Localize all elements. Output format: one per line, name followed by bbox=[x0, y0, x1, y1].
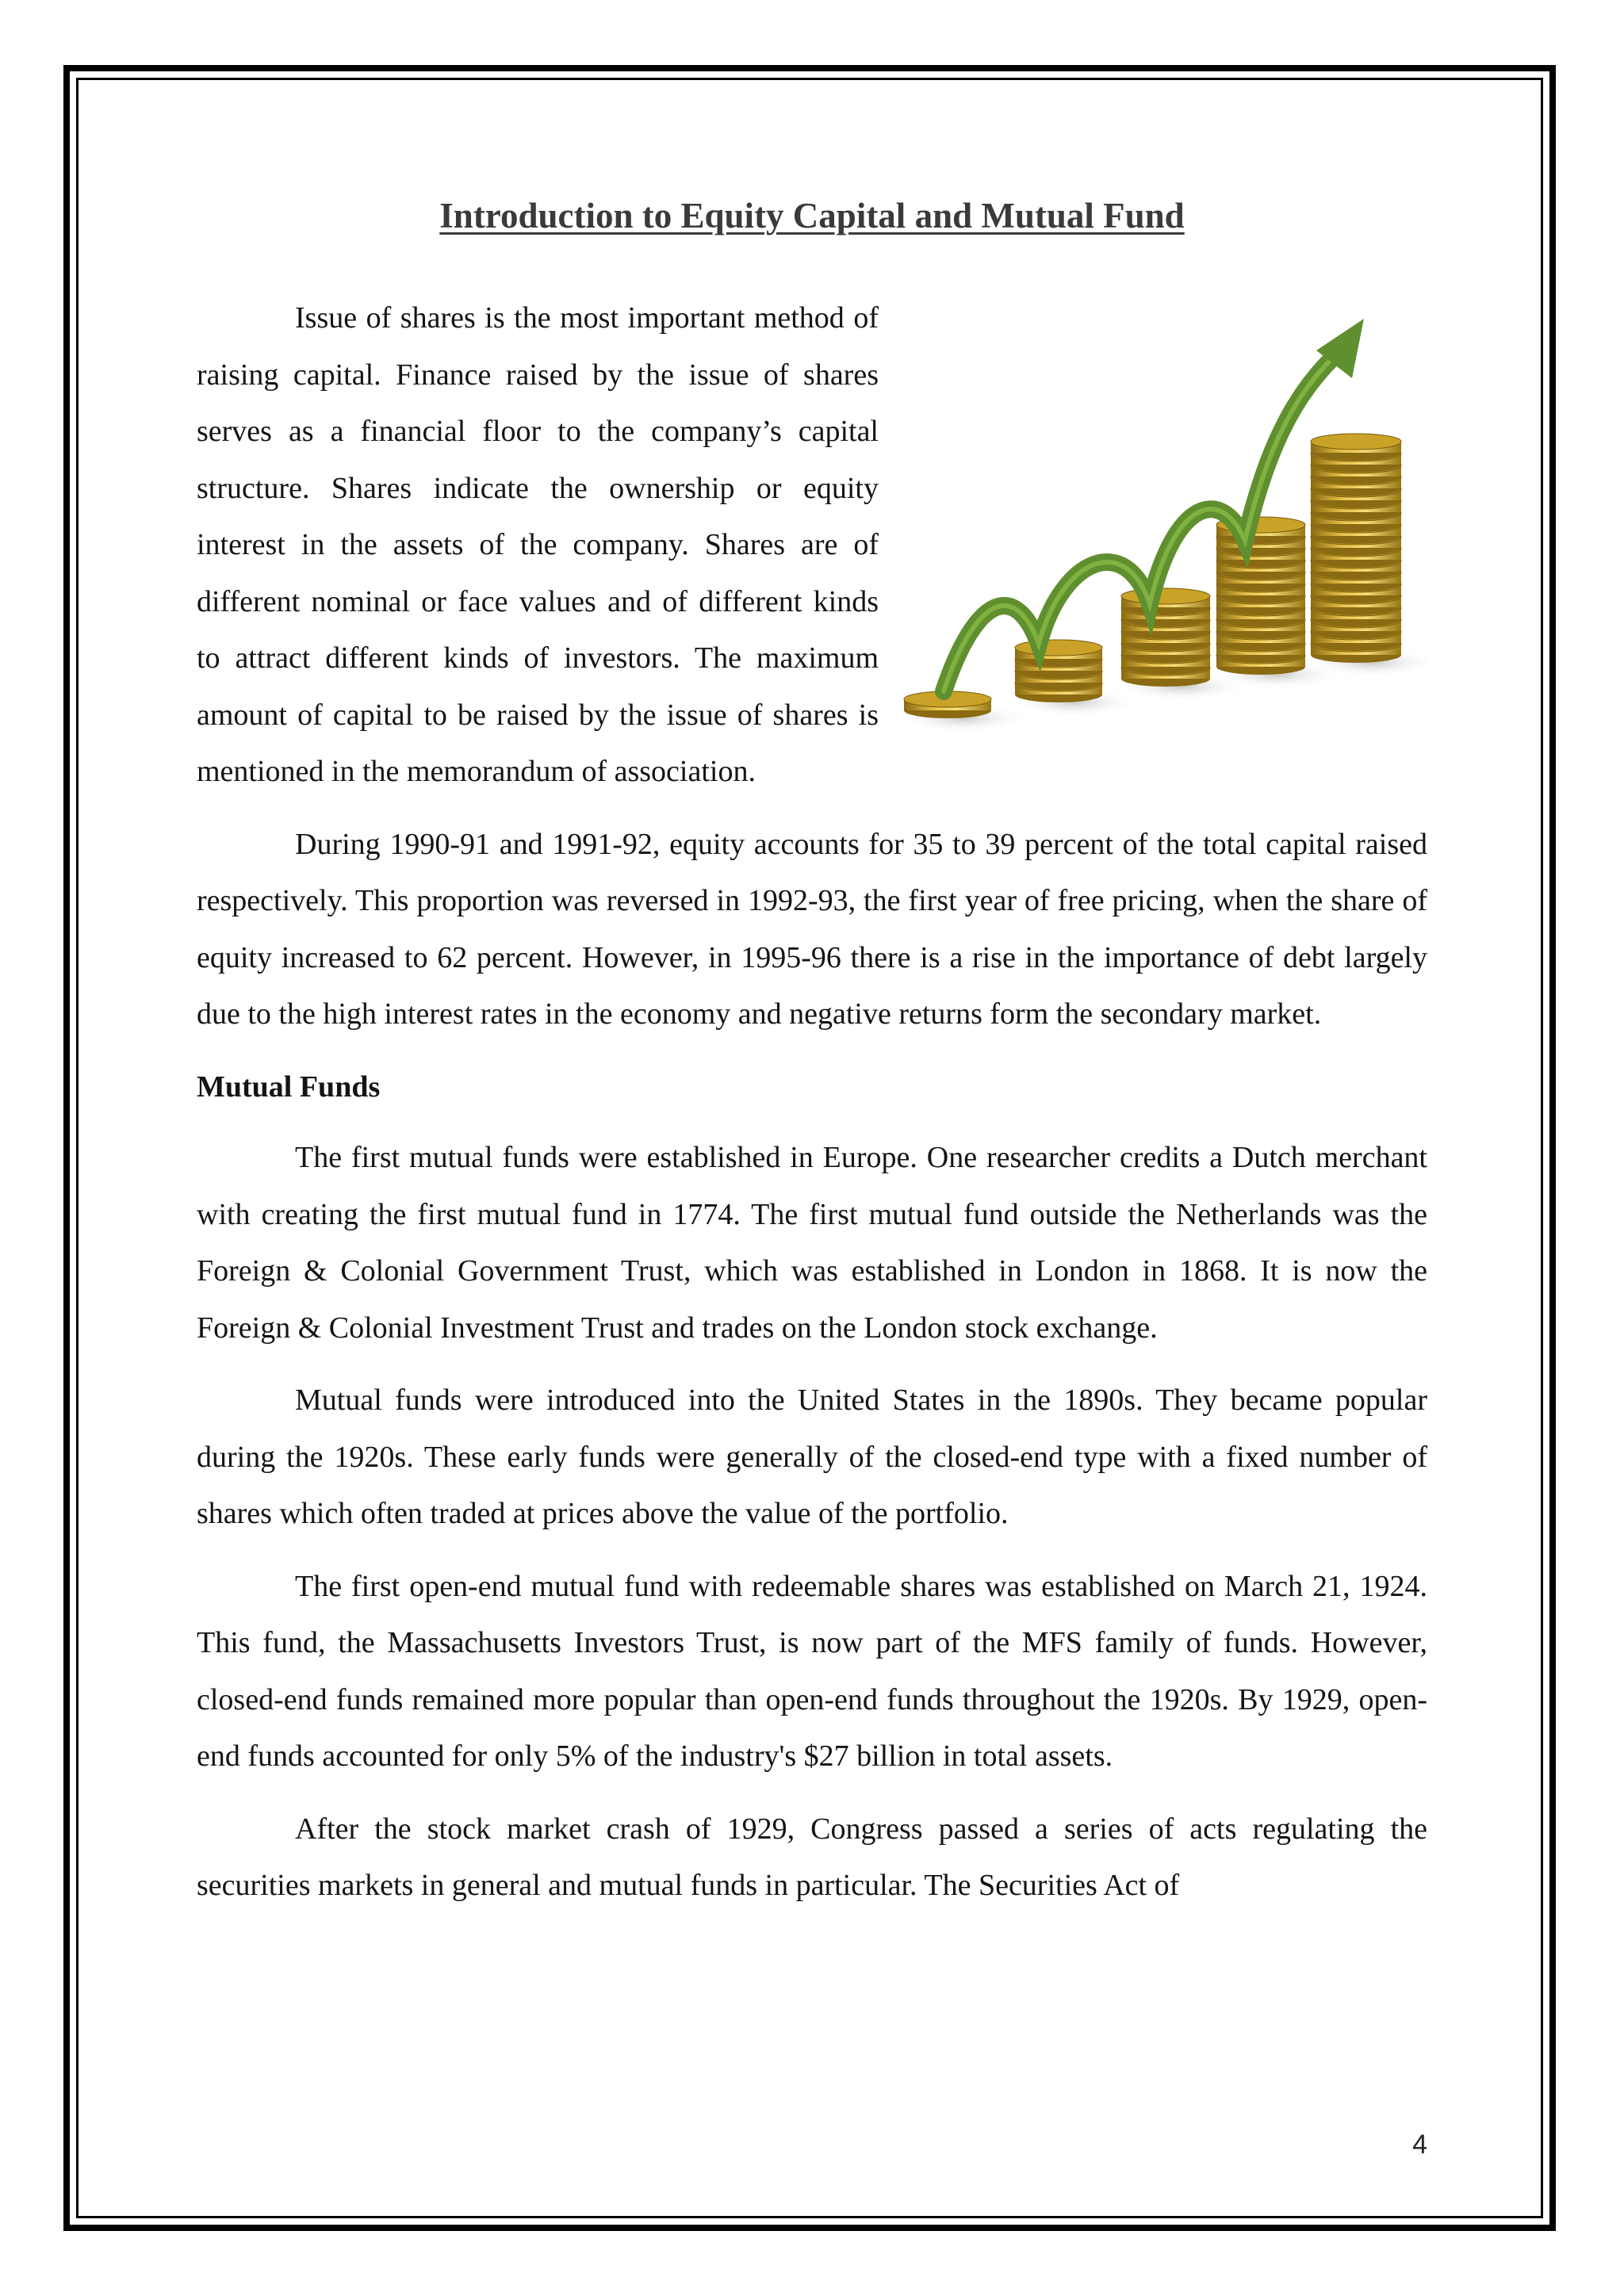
page-title: Introduction to Equity Capital and Mutual Fund bbox=[439, 196, 1185, 235]
paragraph-3: The first mutual funds were established in Europe. One researcher credits a Dutch merchant with creating the first mutual fund in 1774. The first mutual fund outside the Netherlands was the Foreign & Colonial Government Trust, which was established in London in 1868. It is now the Foreign & Colonial Investment Trust and trades on the London stock exchange. bbox=[197, 1141, 1427, 1345]
coins-growth-illustration bbox=[879, 295, 1427, 745]
paragraph-5: The first open-end mutual fund with redeemable shares was established on March 21, 1924. This fund, the Massachusetts Investors Trust, is now part of the MFS family of funds. However, closed-end funds remained more popular than open-end funds throughout the 1920s. By 1929, open-end funds accounted for only 5% of the industry's $27 billion in total assets. bbox=[197, 1569, 1427, 1773]
paragraph-1: Issue of shares is the most important method of raising capital. Finance raised by the issue of shares serves as a financial floor to the company’s capital structure. Shares indicate the ownership or equity interest in the assets of the company. Shares are of different nominal or face values and of different kinds to attract different kinds of investors. The maximum amount of capital to be raised by the issue of shares is mentioned in the memorandum of association. bbox=[197, 301, 879, 788]
section-heading-mutual-funds: Mutual Funds bbox=[197, 1070, 381, 1104]
document-body bbox=[197, 290, 1427, 1931]
coin-face bbox=[1015, 640, 1102, 656]
paragraph-2: During 1990-91 and 1991-92, equity accounts for 35 to 39 percent of the total capital raised respectively. This proportion was reversed in 1992-93, the first year of free pricing, when the share of equity increased to 62 percent. However, in 1995-96 there is a rise in the importance of debt largely due to the high interest rates in the economy and negative returns form the secondary market. bbox=[197, 827, 1427, 1031]
paragraph-4: Mutual funds were introduced into the United States in the 1890s. They became popular during the 1920s. These early funds were generally of the closed-end type with a fixed number of shares which often traded at prices above the value of the portfolio. bbox=[197, 1383, 1427, 1530]
page-number: 4 bbox=[1412, 2130, 1427, 2160]
coin-stack-growth-arrow-icon bbox=[888, 295, 1427, 739]
coin-face bbox=[1311, 434, 1401, 450]
paragraph-6: After the stock market crash of 1929, Congress passed a series of acts regulating the securities markets in general and mutual funds in particular. The Securities Act of bbox=[197, 1812, 1427, 1902]
